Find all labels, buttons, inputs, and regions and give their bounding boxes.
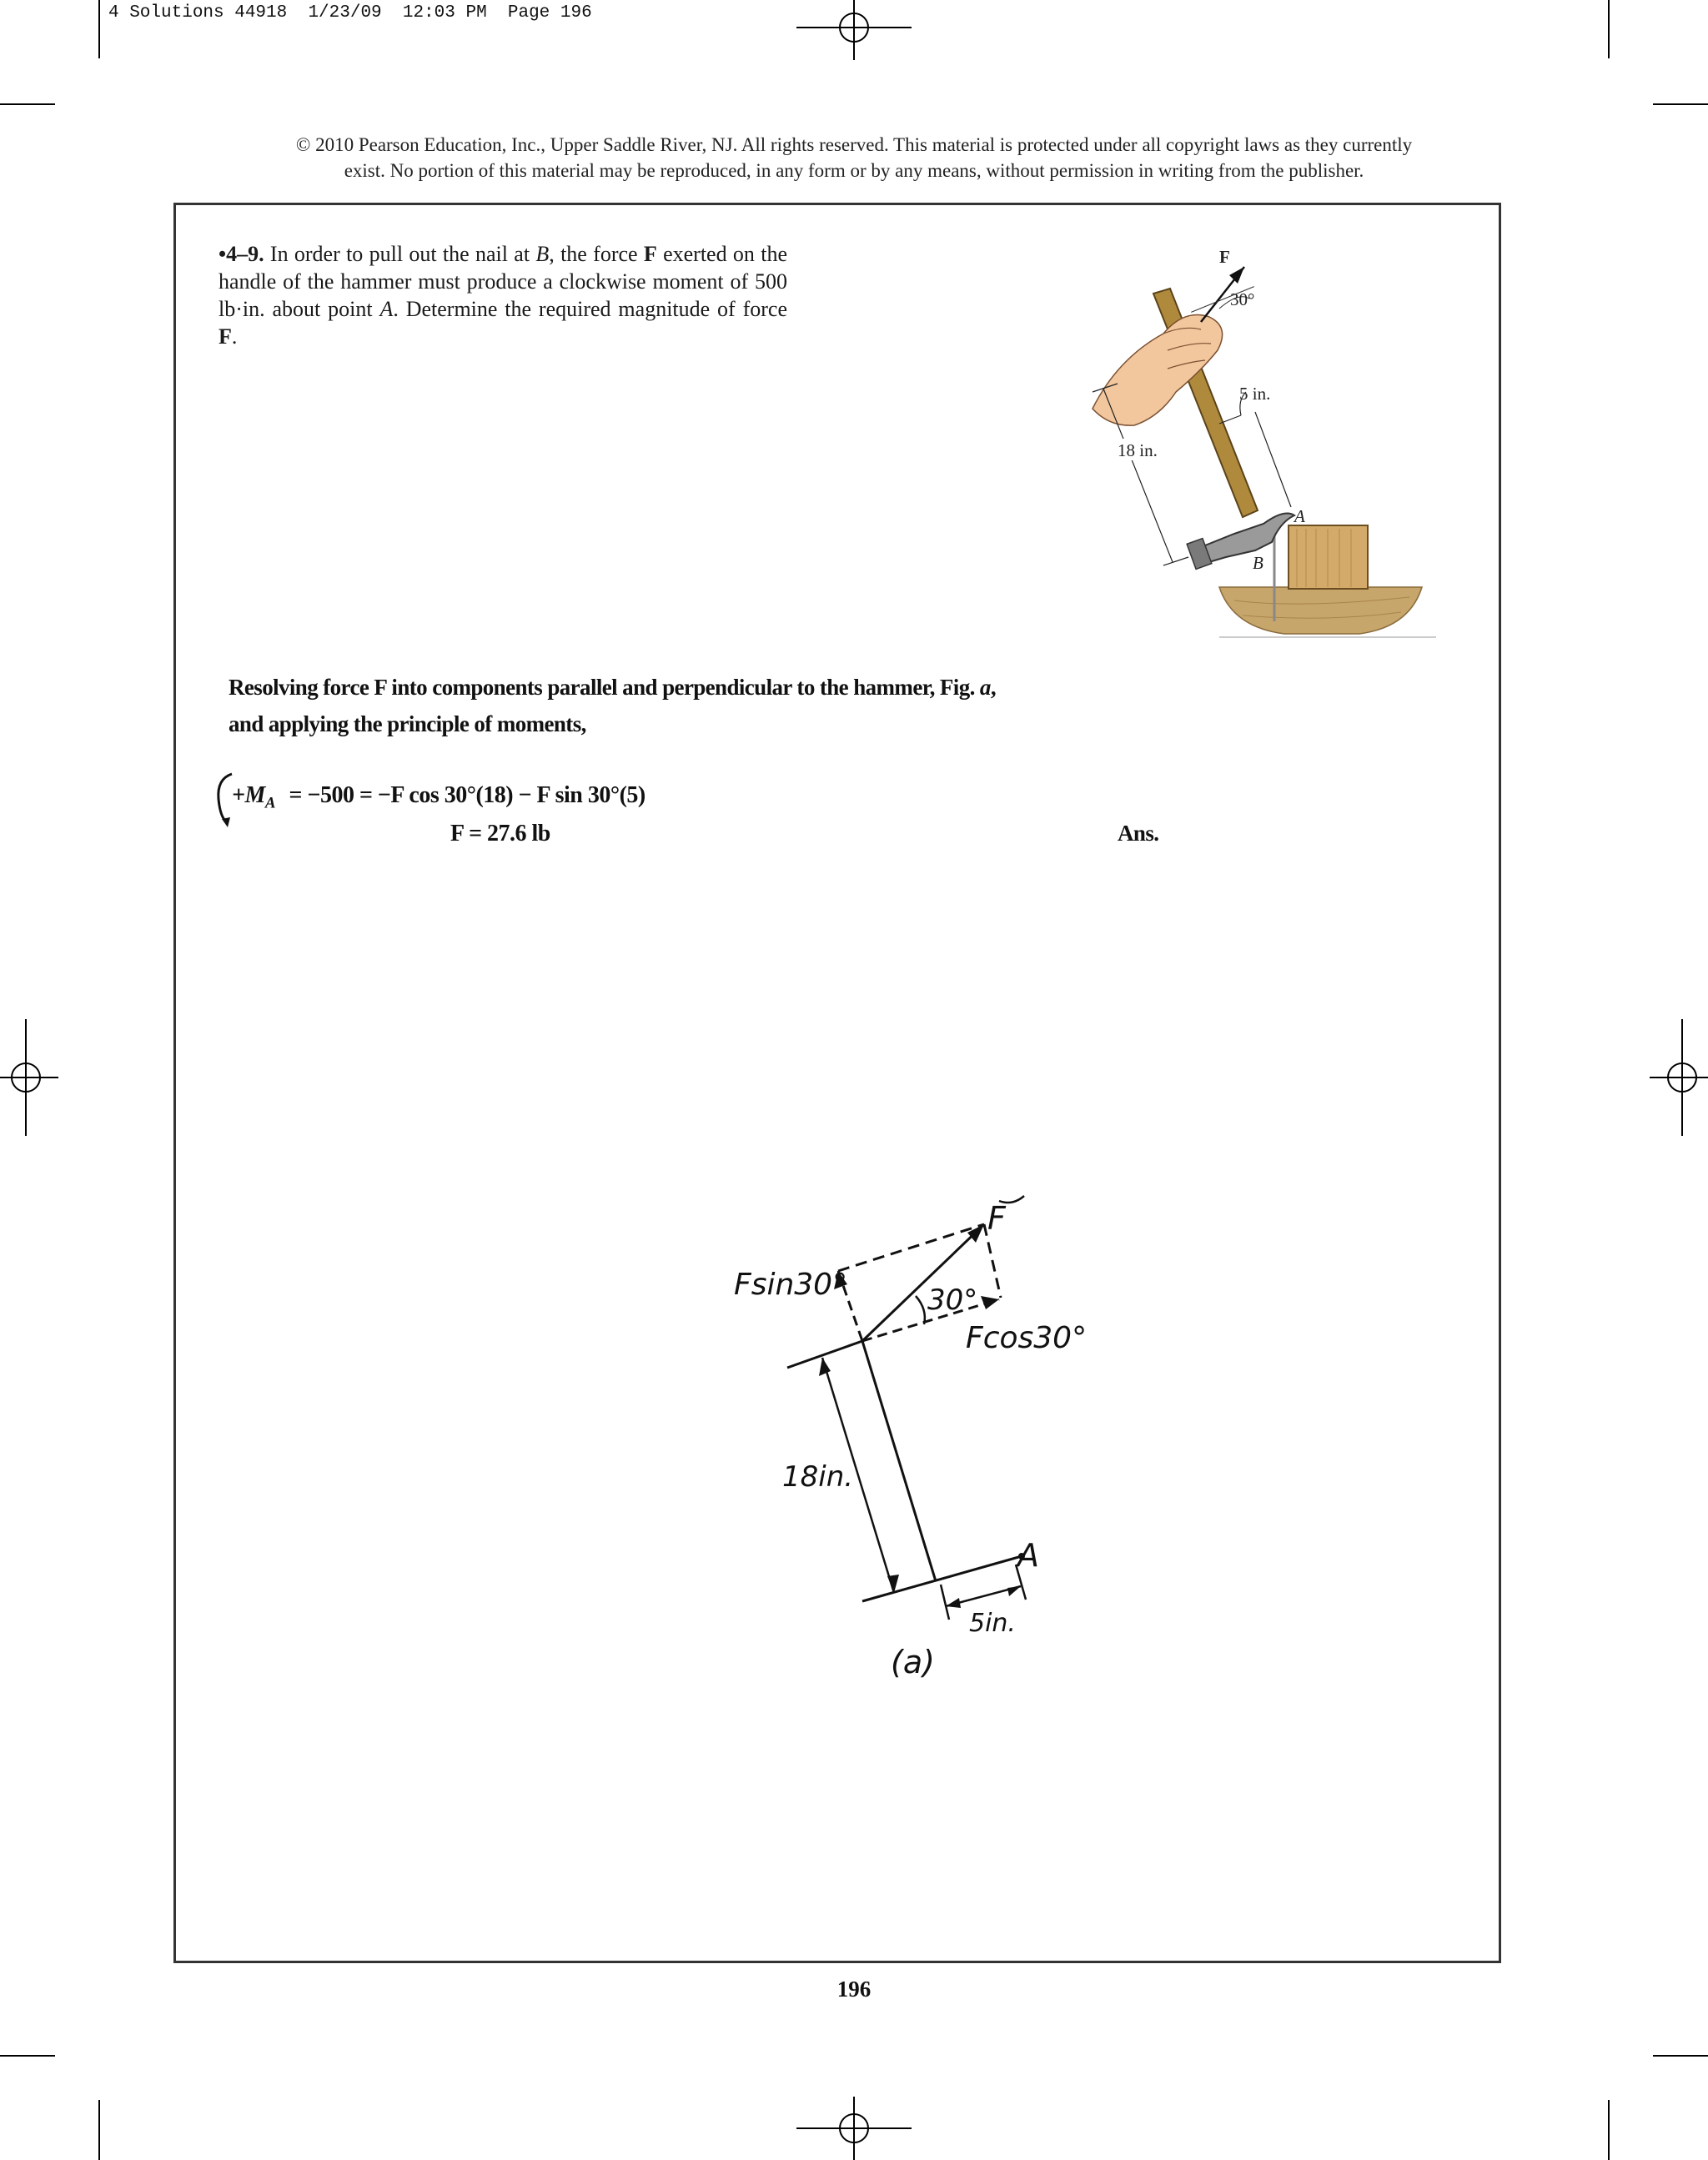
- figure-angle-label: 30°: [1230, 289, 1255, 309]
- sketch-point-a: A: [1017, 1537, 1039, 1574]
- sketch-cos-component: Fcos30°: [966, 1321, 1088, 1355]
- sketch-length-label: 18in.: [782, 1460, 854, 1494]
- copyright-line-2: exist. No portion of this material may be reproduced, in any form or by any means, without permission in writing from the publisher.: [344, 160, 1364, 181]
- sketch-force-label: F: [987, 1200, 1006, 1237]
- answer-label: Ans.: [1118, 821, 1159, 846]
- registration-mark-bottom: [796, 2097, 912, 2160]
- problem-statement: •4–9. In order to pull out the nail at B, the force F exerted on the handle of the hammer must produce a clockwise moment of 500 lb·in. about point A. Determine the required magnitude of force F.: [219, 242, 787, 349]
- figure-point-a: A: [1294, 506, 1305, 526]
- page-number: 196: [836, 1977, 872, 2002]
- registration-mark-left: [0, 1019, 58, 1136]
- floor-board: [1219, 587, 1422, 634]
- hammer-figure: [1084, 238, 1451, 646]
- solution-paragraph: [229, 669, 1096, 742]
- free-body-sketch: [726, 1176, 1093, 1693]
- solution-line-1: Resolving force F into components parallel and perpendicular to the hammer, Fig. a,: [229, 675, 996, 700]
- copyright-line-1: © 2010 Pearson Education, Inc., Upper Saddle River, NJ. All rights reserved. This material is protected under all copyright laws as they currently: [295, 134, 1413, 155]
- solution-line-2: and applying the principle of moments,: [229, 711, 586, 736]
- figure-force-label: F: [1219, 247, 1230, 267]
- sketch-angle-label: 30°: [927, 1283, 978, 1317]
- figure-point-b: B: [1253, 553, 1263, 573]
- sketch-offset-label: 5in.: [969, 1609, 1016, 1638]
- problem-number: •4–9.: [219, 242, 264, 266]
- sketch-caption: (a): [891, 1644, 935, 1680]
- printer-slug: 4 Solutions 44918 1/23/09 12:03 PM Page 196: [108, 3, 592, 23]
- figure-length-label: 18 in.: [1118, 440, 1158, 460]
- figure-offset-label: 5 in.: [1239, 384, 1271, 404]
- equation-line-2: F = 27.6 lb: [450, 821, 550, 846]
- registration-mark-right: [1650, 1019, 1708, 1136]
- registration-mark-top: [796, 0, 912, 60]
- copyright-notice: [150, 132, 1558, 183]
- sketch-sin-component: Fsin30°: [734, 1268, 848, 1302]
- equation-line-1: $+M_A = -500 = -F$ cos 30°(18) − F sin 30°(5): [232, 782, 646, 812]
